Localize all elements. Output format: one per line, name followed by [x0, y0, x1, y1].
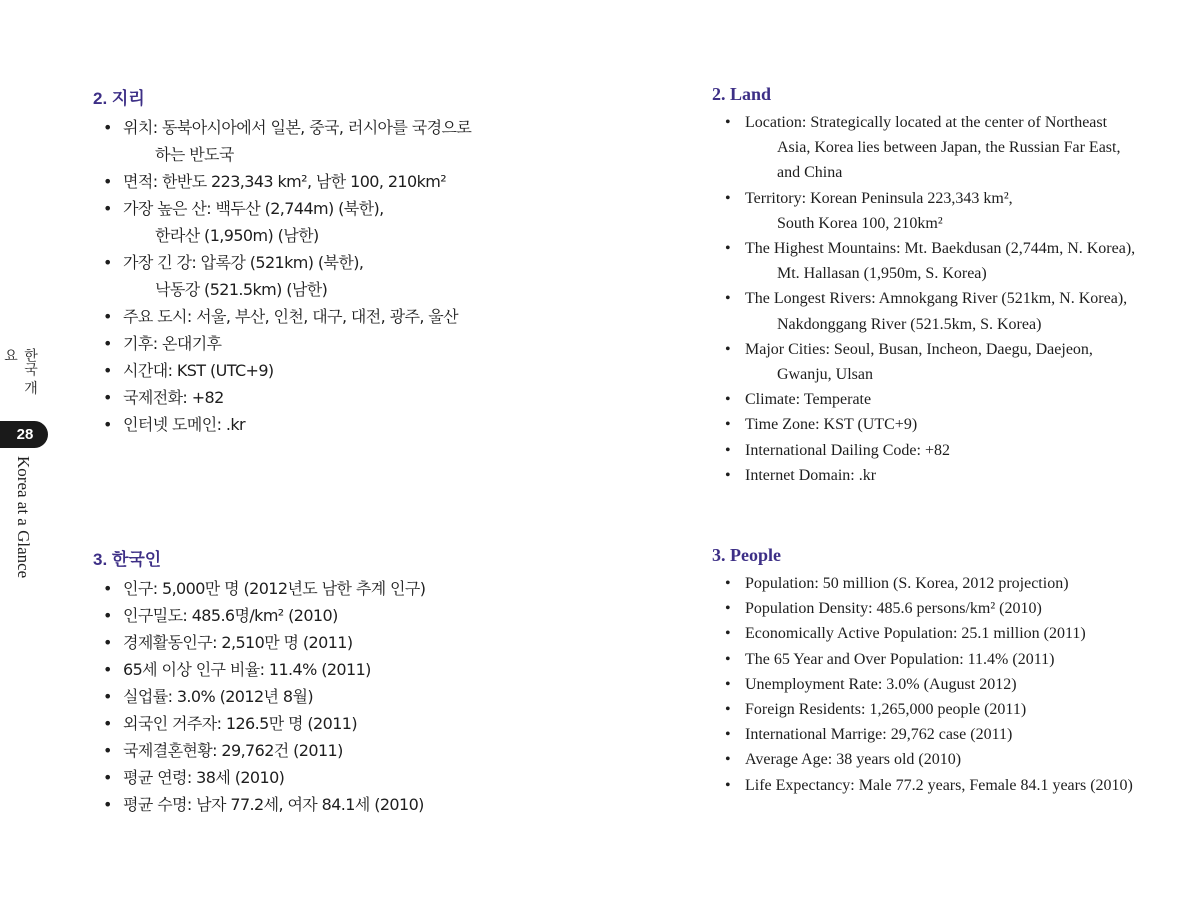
list-item — [103, 629, 425, 656]
list-item — [103, 330, 471, 357]
bullet-icon: • — [725, 240, 731, 258]
bullet-icon: • — [103, 795, 112, 814]
bullet-icon: • — [725, 751, 731, 769]
bullet-icon: • — [725, 189, 731, 207]
list-item — [725, 747, 1133, 772]
bullet-icon: • — [725, 416, 731, 434]
list-item — [103, 575, 426, 602]
bullet-icon: • — [103, 415, 112, 434]
list-item — [725, 438, 1135, 463]
side-title-korean: 한국 개요 — [2, 348, 38, 395]
list-item-text: 인구: 5,000만 명 (2012년도 남한 추계 인구) — [123, 579, 426, 598]
section-heading: 3. 한국인 — [93, 550, 162, 569]
list-item — [725, 571, 1133, 596]
bullet-icon: • — [725, 441, 731, 459]
bullet-icon: • — [103, 687, 112, 706]
list-item — [103, 683, 425, 710]
list-item-text: Foreign Residents: 1,265,000 people (2011) — [745, 701, 1027, 719]
list-item-text: The 65 Year and Over Population: 11.4% (2011) — [745, 650, 1055, 668]
bullet-icon: • — [103, 741, 112, 760]
bullet-icon: • — [725, 726, 731, 744]
section-heading: 2. 지리 — [93, 89, 145, 108]
list-item-text: Population Density: 485.6 persons/km² (2010) — [745, 600, 1042, 618]
list-item-text: Life Expectancy: Male 77.2 years, Female 84.1 years (2010) — [745, 776, 1133, 794]
list-item — [103, 602, 425, 629]
list-item-text: 실업률: 3.0% (2012년 8월) — [123, 687, 313, 706]
bullet-list — [93, 575, 425, 818]
bullet-list — [93, 114, 471, 438]
bullet-icon: • — [725, 701, 731, 719]
section-people-english — [712, 545, 1133, 798]
bullet-icon: • — [103, 768, 112, 787]
list-item — [103, 195, 471, 249]
list-item — [103, 384, 471, 411]
bullet-icon: • — [725, 466, 731, 484]
bullet-icon: • — [103, 606, 112, 625]
list-item — [725, 722, 1133, 747]
list-item — [103, 303, 471, 330]
list-item-continuation: South Korea 100, 210km² — [777, 214, 943, 232]
list-item — [103, 656, 425, 683]
list-item — [103, 764, 425, 791]
section-people-korean — [93, 545, 425, 818]
list-item-continuation: Asia, Korea lies between Japan, the Russian Far East, — [777, 139, 1121, 157]
bullet-icon: • — [103, 334, 112, 353]
list-item — [725, 621, 1133, 646]
list-item — [725, 412, 1135, 437]
bullet-icon: • — [725, 340, 731, 358]
bullet-icon: • — [725, 575, 731, 592]
list-item — [725, 186, 1135, 236]
bullet-icon: • — [725, 675, 731, 693]
list-item-text: The Longest Rivers: Amnokgang River (521km, N. Korea), — [745, 290, 1128, 308]
page-number-tab: 28 — [0, 421, 48, 448]
bullet-icon: • — [103, 361, 112, 380]
bullet-list — [712, 110, 1135, 488]
list-item — [103, 710, 425, 737]
list-item-text: Average Age: 38 years old (2010) — [745, 751, 962, 769]
list-item — [103, 411, 471, 438]
list-item — [103, 357, 471, 384]
side-title-english: Korea at a Glance — [14, 456, 33, 579]
list-item — [103, 791, 425, 818]
list-item — [725, 647, 1133, 672]
list-item-text: 경제활동인구: 2,510만 명 (2011) — [123, 633, 353, 652]
list-item-text: Location: Strategically located at the center of Northeast — [745, 114, 1108, 131]
list-item-text: 국제전화: +82 — [123, 388, 224, 407]
list-item-continuation: 한라산 (1,950m) (남한) — [155, 226, 319, 245]
bullet-icon: • — [103, 118, 112, 137]
section-land-english — [712, 84, 1135, 488]
list-item-text: 기후: 온대기후 — [123, 334, 222, 353]
list-item — [725, 387, 1135, 412]
section-heading: 3. People — [712, 545, 781, 565]
list-item-text: Major Cities: Seoul, Busan, Incheon, Daegu, Daejeon, — [745, 340, 1093, 358]
list-item — [725, 596, 1133, 621]
list-item-text: Internet Domain: .kr — [745, 466, 877, 484]
bullet-icon: • — [725, 114, 731, 131]
list-item-text: 가장 높은 산: 백두산 (2,744m) (북한), — [123, 199, 384, 218]
list-item-text: 면적: 한반도 223,343 km², 남한 100, 210km² — [123, 172, 447, 191]
list-item — [725, 697, 1133, 722]
section-heading: 2. Land — [712, 84, 772, 104]
list-item-text: Territory: Korean Peninsula 223,343 km², — [745, 189, 1013, 207]
list-item — [725, 236, 1136, 286]
bullet-list — [712, 571, 1133, 798]
list-item-text: Population: 50 million (S. Korea, 2012 projection) — [745, 575, 1069, 592]
list-item-text: 시간대: KST (UTC+9) — [123, 361, 274, 380]
list-item-text: International Marrige: 29,762 case (2011) — [745, 726, 1013, 744]
list-item-text: Climate: Temperate — [745, 391, 872, 409]
bullet-icon: • — [725, 290, 731, 308]
list-item — [103, 114, 472, 168]
bullet-icon: • — [103, 633, 112, 652]
list-item-continuation: 하는 반도국 — [155, 145, 234, 164]
bullet-icon: • — [103, 388, 112, 407]
list-item-text: 위치: 동북아시아에서 일본, 중국, 러시아를 국경으로 — [123, 118, 472, 137]
list-item — [103, 737, 425, 764]
section-land-korean — [93, 84, 471, 438]
list-item — [725, 672, 1133, 697]
bullet-icon: • — [725, 650, 731, 668]
list-item-text: 평균 수명: 남자 77.2세, 여자 84.1세 (2010) — [123, 795, 424, 814]
list-item-text: Unemployment Rate: 3.0% (August 2012) — [745, 675, 1017, 693]
list-item-continuation: and China — [777, 164, 843, 182]
bullet-icon: • — [103, 199, 112, 218]
list-item — [725, 337, 1135, 387]
list-item — [725, 110, 1135, 186]
list-item — [725, 286, 1135, 336]
bullet-icon: • — [103, 172, 112, 191]
list-item — [103, 249, 471, 303]
list-item-continuation: Gwanju, Ulsan — [777, 366, 873, 384]
list-item-continuation: 낙동강 (521.5km) (남한) — [155, 280, 328, 299]
list-item — [725, 773, 1133, 798]
bullet-icon: • — [103, 660, 112, 679]
bullet-icon: • — [103, 579, 112, 598]
list-item-continuation: Nakdonggang River (521.5km, S. Korea) — [777, 315, 1042, 333]
list-item-text: 평균 연령: 38세 (2010) — [123, 768, 285, 787]
bullet-icon: • — [725, 776, 731, 794]
list-item-text: 외국인 거주자: 126.5만 명 (2011) — [123, 714, 357, 733]
list-item-continuation: Mt. Hallasan (1,950m, S. Korea) — [777, 265, 987, 283]
list-item-text: Economically Active Population: 25.1 million (2011) — [745, 625, 1086, 643]
list-item-text: 인터넷 도메인: .kr — [123, 415, 246, 434]
list-item-text: 주요 도시: 서울, 부산, 인천, 대구, 대전, 광주, 울산 — [123, 307, 459, 326]
list-item-text: 65세 이상 인구 비율: 11.4% (2011) — [123, 660, 371, 679]
bullet-icon: • — [725, 391, 731, 409]
list-item-text: 가장 긴 강: 압록강 (521km) (북한), — [123, 253, 364, 272]
bullet-icon: • — [725, 600, 731, 618]
list-item — [725, 463, 1135, 488]
list-item — [103, 168, 471, 195]
bullet-icon: • — [103, 307, 112, 326]
list-item-text: The Highest Mountains: Mt. Baekdusan (2,744m, N. Korea), — [745, 240, 1136, 258]
list-item-text: Time Zone: KST (UTC+9) — [745, 416, 918, 434]
bullet-icon: • — [103, 714, 112, 733]
list-item-text: International Dailing Code: +82 — [745, 441, 950, 459]
bullet-icon: • — [103, 253, 112, 272]
bullet-icon: • — [725, 625, 731, 643]
list-item-text: 국제결혼현황: 29,762건 (2011) — [123, 741, 343, 760]
list-item-text: 인구밀도: 485.6명/km² (2010) — [123, 606, 338, 625]
